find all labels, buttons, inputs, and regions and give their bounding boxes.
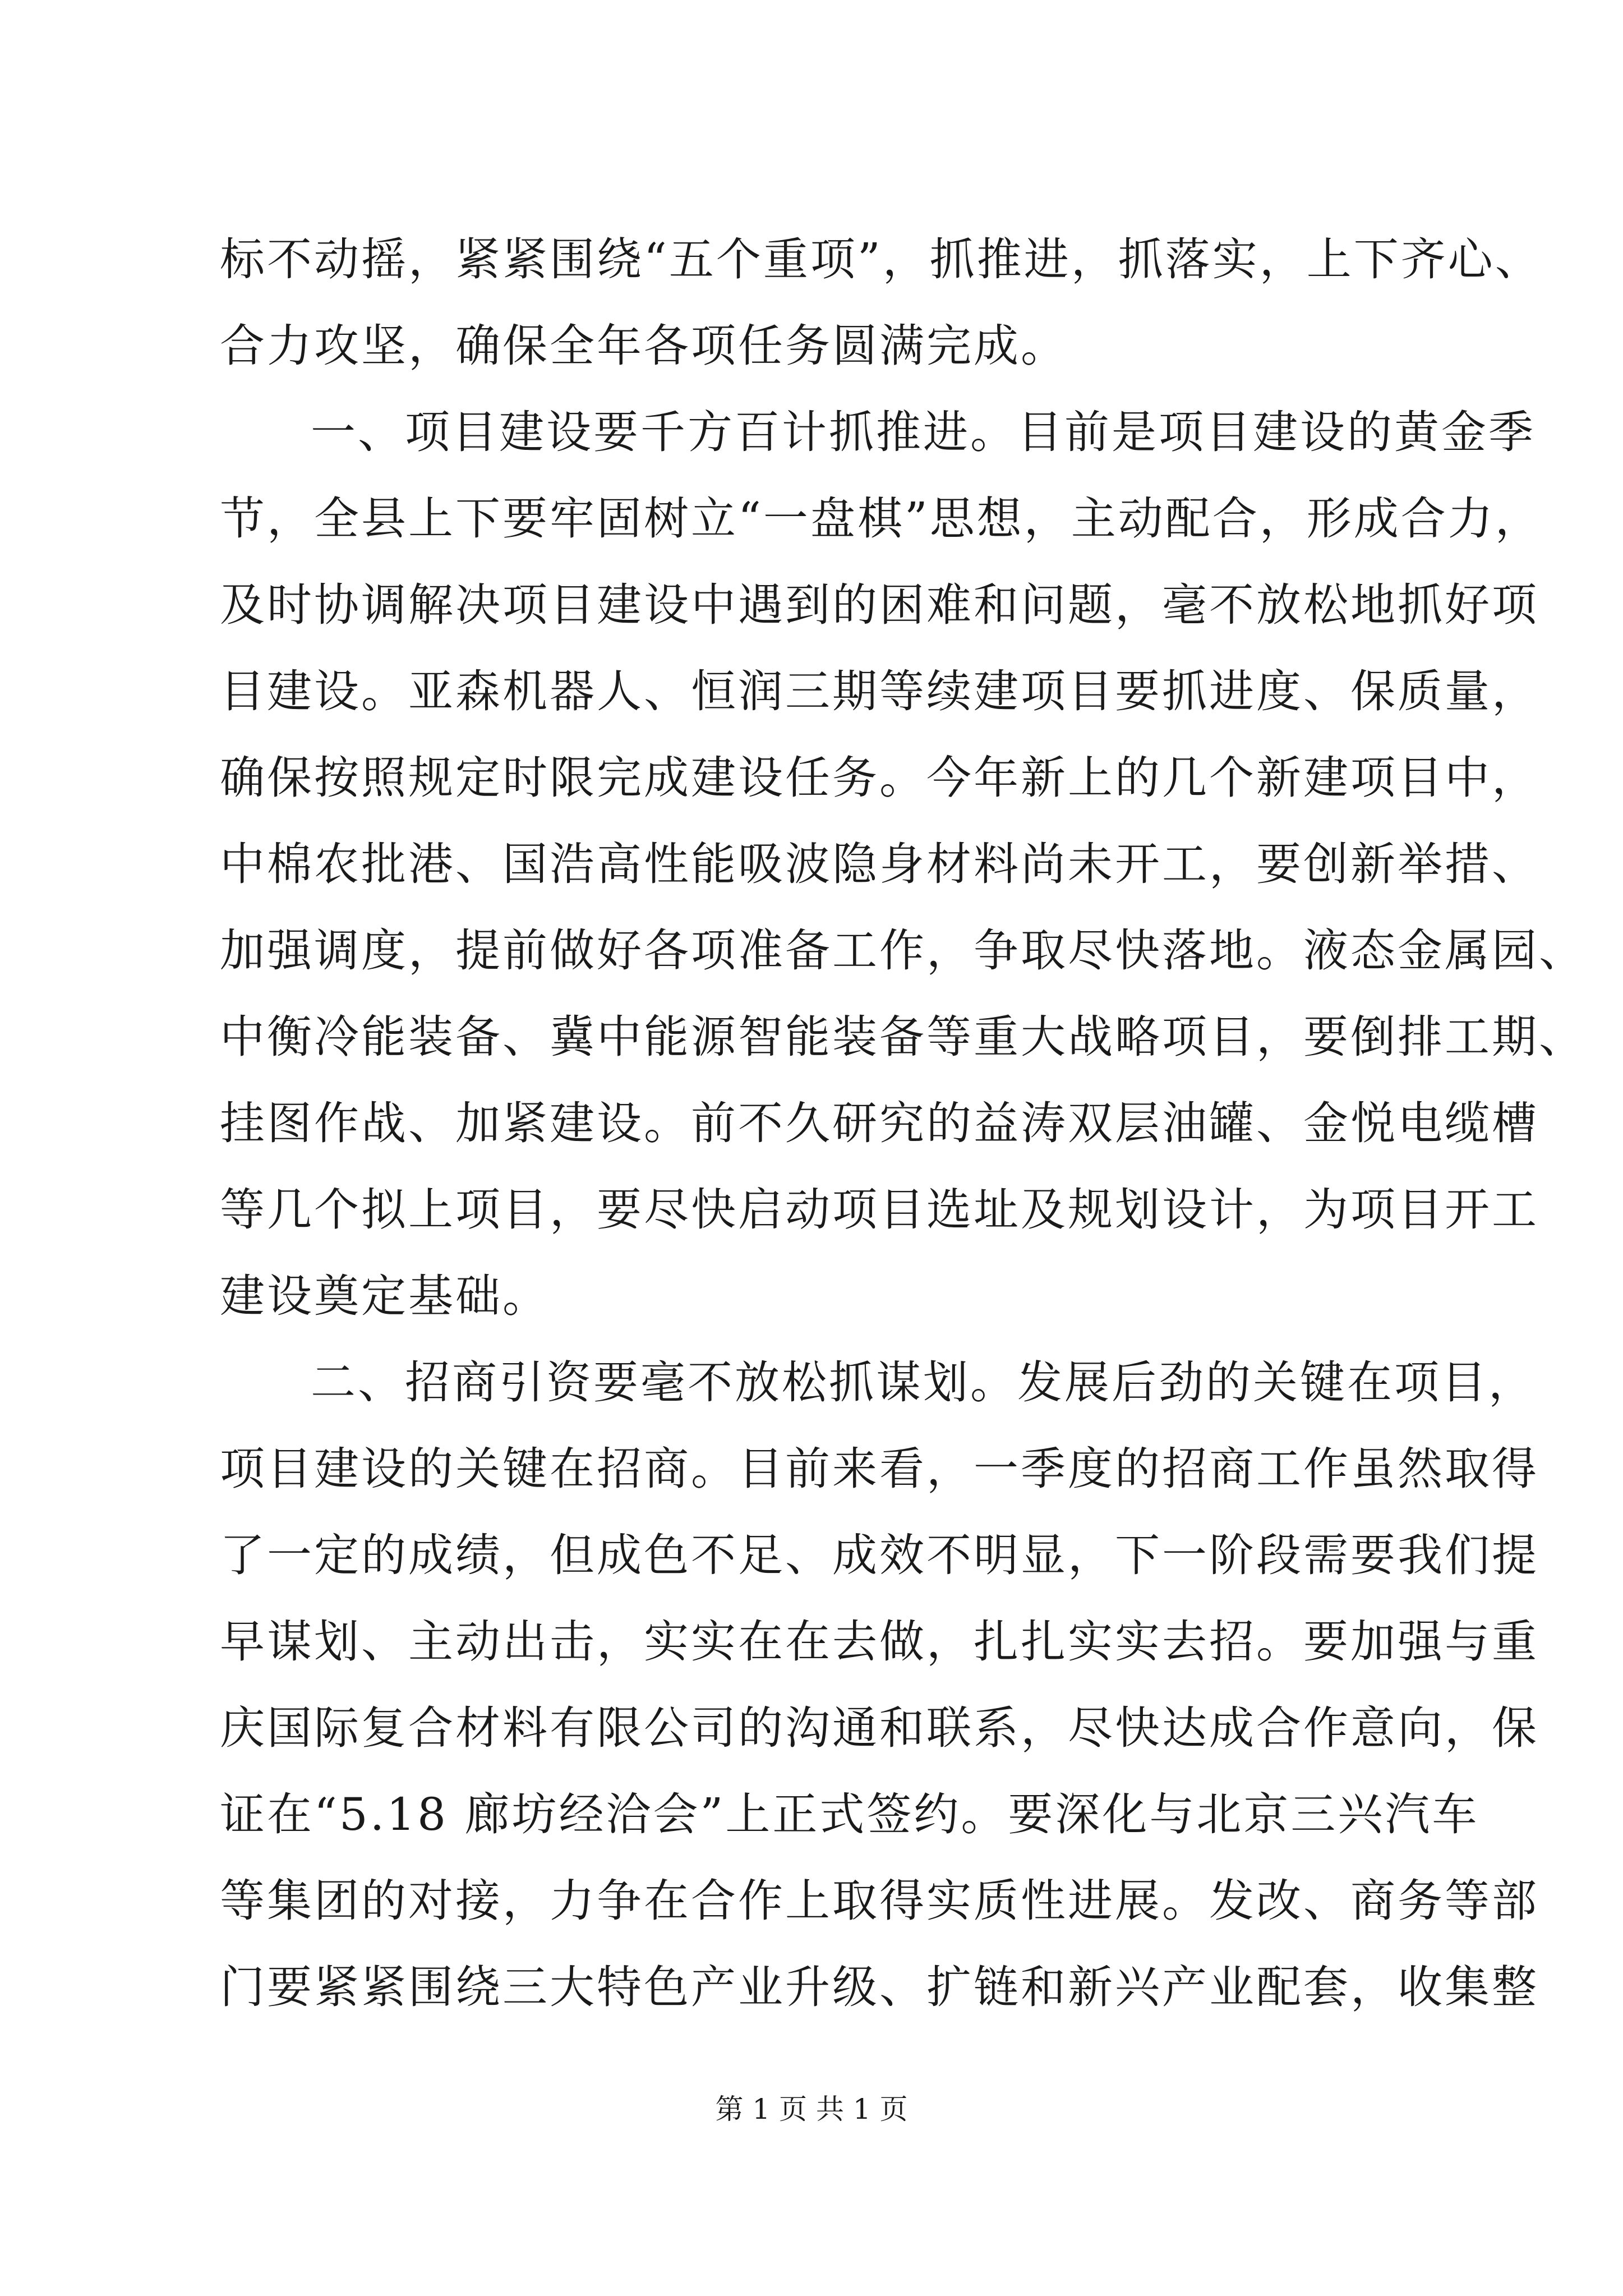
text-line: 标不动摇，紧紧围绕“五个重项”，抓推进，抓落实，上下齐心、: [220, 233, 1542, 286]
text-line: 节，全县上下要牢固树立“一盘棋”思想，主动配合，形成合力，: [220, 493, 1542, 545]
text-line: 合力攻坚，确保全年各项任务圆满完成。: [220, 320, 1068, 372]
text-line: 项目建设的关键在招商。目前来看，一季度的招商工作虽然取得: [220, 1443, 1539, 1495]
text-line: 目建设。亚森机器人、恒润三期等续建项目要抓进度、保质量，: [220, 665, 1539, 717]
text-line: 确保按照规定时限完成建设任务。今年新上的几个新建项目中，: [220, 752, 1539, 804]
text-line: 早谋划、主动出击，实实在在去做，扎扎实实去招。要加强与重: [220, 1616, 1539, 1668]
text-line: 门要紧紧围绕三大特色产业升级、扩链和新兴产业配套，收集整: [220, 1961, 1539, 2013]
text-line: 二、招商引资要毫不放松抓谋划。发展后劲的关键在项目，: [311, 1356, 1536, 1409]
page-number-label: 第 1 页 共 1 页: [715, 2093, 908, 2125]
text-line: 加强调度，提前做好各项准备工作，争取尽快落地。液态金属园、: [220, 924, 1586, 977]
text-line: 了一定的成绩，但成色不足、成效不明显，下一阶段需要我们提: [220, 1529, 1539, 1581]
text-line: 一、项目建设要千方百计抓推进。目前是项目建设的黄金季: [311, 406, 1536, 458]
text-line: 证在“5.18 廊坊经洽会”上正式签约。要深化与北京三兴汽车: [220, 1788, 1479, 1841]
text-line: 中棉农批港、国浩高性能吸波隐身材料尚未开工，要创新举措、: [220, 838, 1539, 890]
text-line: 庆国际复合材料有限公司的沟通和联系，尽快达成合作意向，保: [220, 1702, 1539, 1754]
document-body: [220, 217, 1586, 2031]
text-line: 中衡冷能装备、冀中能源智能装备等重大战略项目，要倒排工期、: [220, 1011, 1586, 1063]
text-line: 挂图作战、加紧建设。前不久研究的益涛双层油罐、金悦电缆槽: [220, 1097, 1539, 1149]
text-line: 建设奠定基础。: [220, 1270, 550, 1322]
text-line: 及时协调解决项目建设中遇到的困难和问题，毫不放松地抓好项: [220, 579, 1539, 631]
page-footer: [0, 2092, 1623, 2126]
text-line: 等集团的对接，力争在合作上取得实质性进展。发改、商务等部: [220, 1875, 1539, 1927]
text-line: 等几个拟上项目，要尽快启动项目选址及规划设计，为项目开工: [220, 1184, 1539, 1236]
